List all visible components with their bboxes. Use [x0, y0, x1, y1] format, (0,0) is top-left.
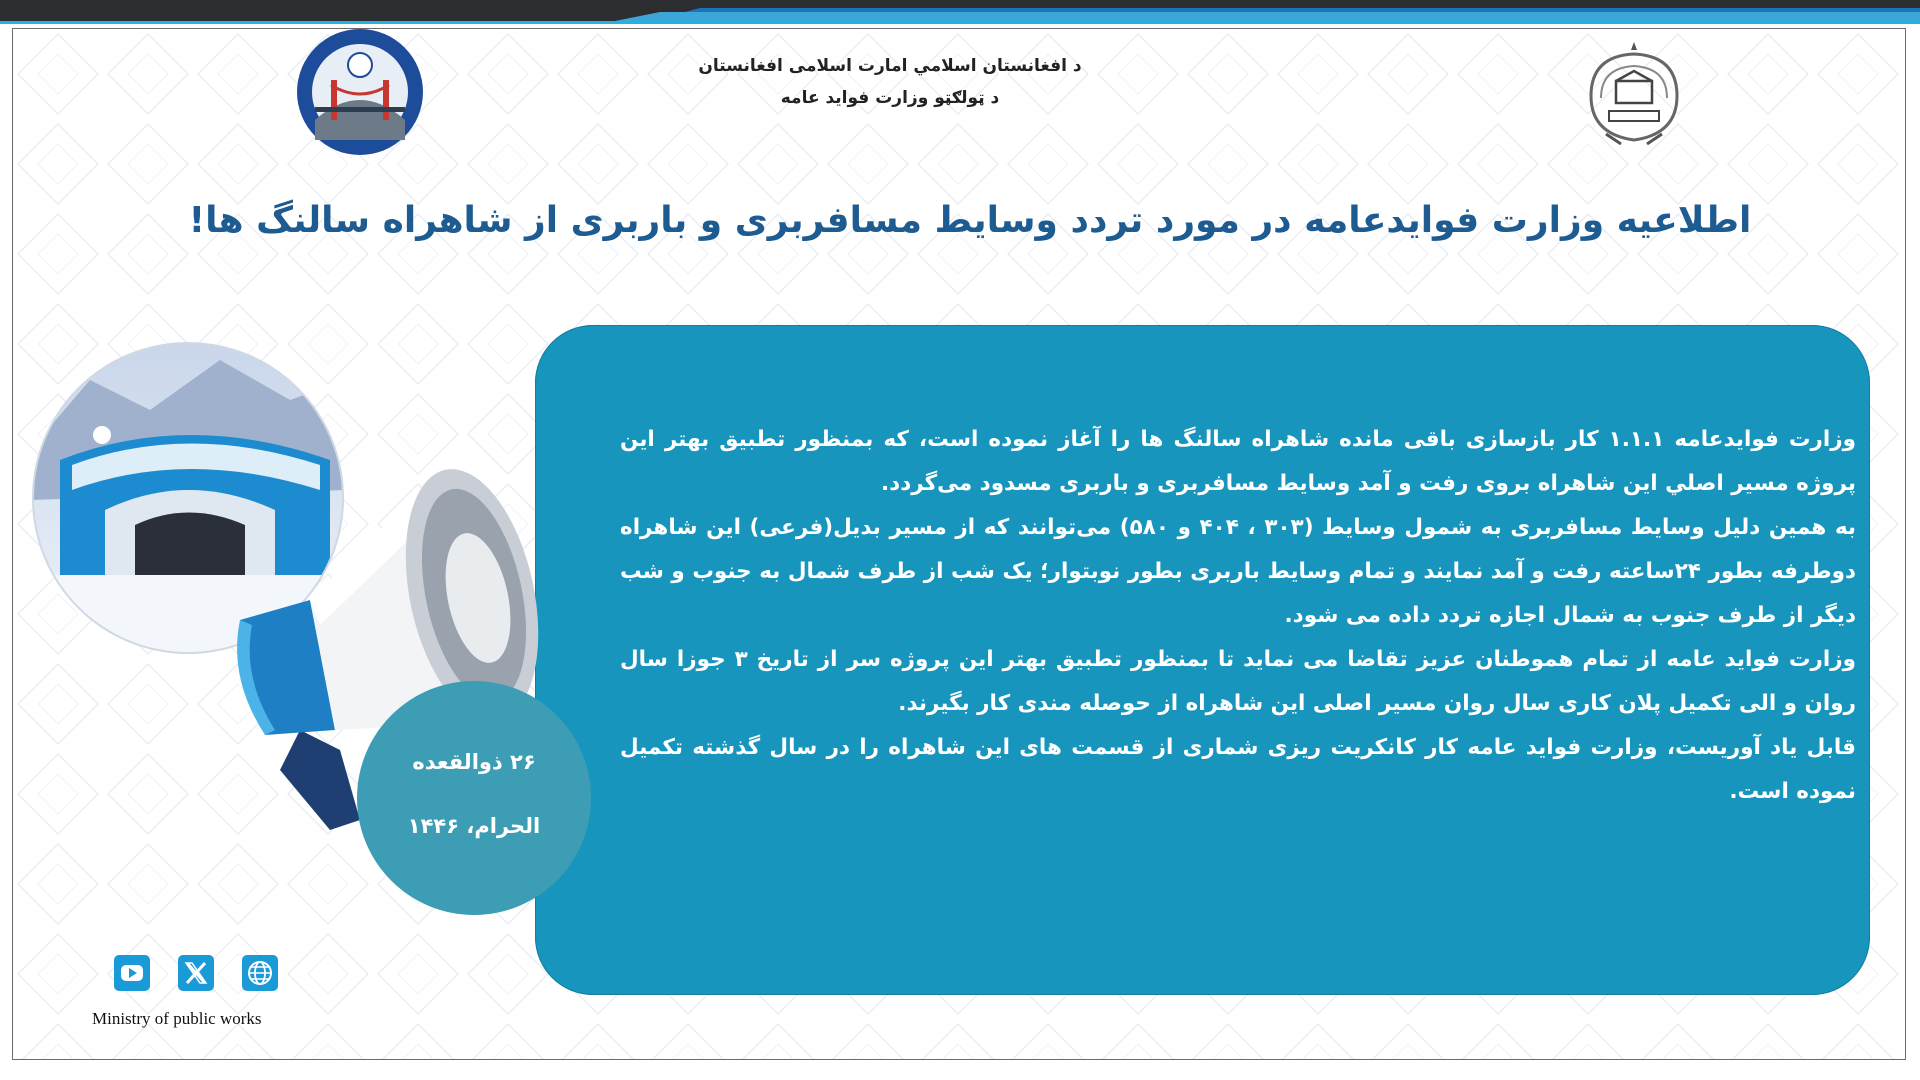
date-text	[357, 730, 591, 858]
header-line-1: د افغانستان اسلامي امارت اسلامی افغانستان	[698, 56, 1082, 76]
top-banner-stripe	[0, 0, 1920, 24]
header-text	[560, 50, 1220, 114]
body-paragraph-1: وزارت فوایدعامه ۱.۱.۱ کار بازسازی باقی مانده شاهراه سالنگ ها را آغاز نموده است، که بمنظور تطبیق بهتر این پروژه مسیر اصلي این شاهراه بروی رفت و آمد وسایط مسافربری و باربری مسدود می‌گردد.	[620, 427, 1856, 496]
youtube-icon[interactable]	[114, 955, 150, 991]
emirate-emblem	[1571, 36, 1698, 148]
announcement-body	[620, 418, 1856, 814]
header-line-2: د ټولګټو وزارت فواید عامه	[780, 88, 1000, 108]
body-paragraph-3: وزارت فواید عامه از تمام هموطنان عزیز تقاضا می نماید تا بمنظور تطبیق بهتر این پروژه سر از تاریخ ۳ جوزا سال روان و الی تکمیل پلان کاری سال روان مسیر اصلی این شاهراه از حوصله مندی کار بگیرند.	[620, 647, 1856, 716]
body-paragraph-4: قابل یاد آوریست، وزارت فواید عامه کار کانکریت ریزی شماری از قسمت های این شاهراه را در سال گذشته تکمیل نموده است.	[620, 735, 1856, 804]
website-globe-icon[interactable]	[242, 955, 278, 991]
body-paragraph-2: به همین دلیل وسایط مسافربری به شمول وسایط (۳۰۳ ، ۴۰۴ و ۵۸۰) می‌توانند که از مسیر بدیل(فرعی) این شاهراه دوطرفه بطور ۲۴ساعته رفت و آمد نمایند و تمام وسایط باربری بطور نوبتوار؛ یک شب از طرف شمال به جنوب و شب دیگر از طرف جنوب به شمال اجازه تردد داده می شود.	[620, 515, 1856, 628]
date-line-2: الحرام، ۱۴۴۶	[407, 814, 541, 838]
page-title: اطلاعیه وزارت فوایدعامه در مورد تردد وسایط مسافربری و باربری از شاهراه سالنگ ها!	[188, 200, 1752, 241]
date-line-1: ۲۶ ذوالقعده	[412, 750, 536, 774]
ministry-logo	[293, 25, 427, 159]
ministry-name: Ministry of public works	[92, 1009, 262, 1028]
social-links	[114, 955, 294, 991]
x-twitter-icon[interactable]	[178, 955, 214, 991]
